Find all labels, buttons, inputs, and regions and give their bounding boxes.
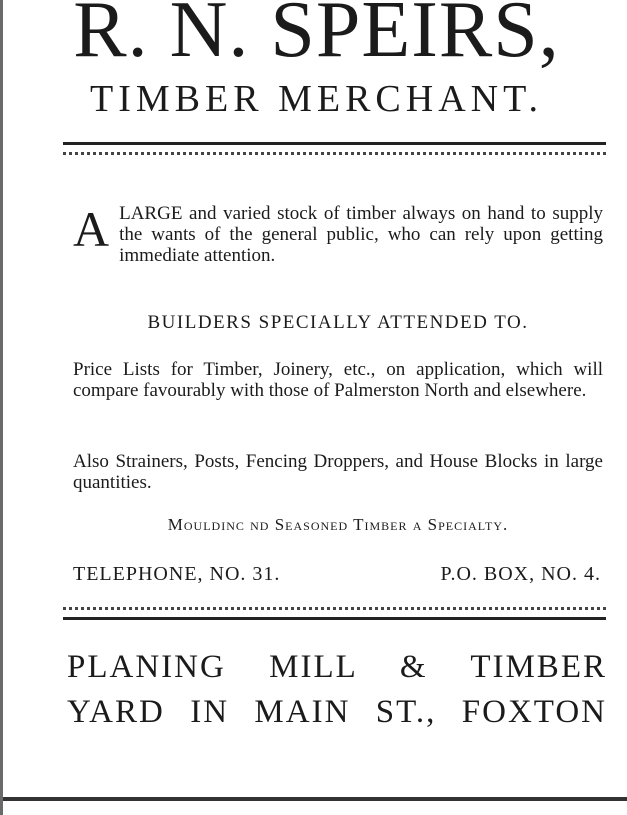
footer-line-1: PLANING MILL & TIMBER (67, 649, 607, 685)
price-lists-paragraph: Price Lists for Timber, Joinery, etc., on application, which will compare favourably with those of Palmerston North and elsewhere. (73, 359, 603, 401)
bottom-rule (3, 797, 627, 801)
top-rule (63, 142, 606, 145)
dropcap-letter: A (73, 201, 110, 257)
top-rule-dotted (63, 152, 606, 155)
builders-line: BUILDERS SPECIALLY ATTENDED TO. (147, 312, 529, 333)
merchant-trade: TIMBER MERCHANT. (90, 78, 543, 120)
middle-rule (63, 617, 606, 620)
contact-line (73, 563, 603, 586)
middle-rule-dotted (63, 607, 606, 610)
telephone-number: TELEPHONE, NO. 31. (73, 563, 281, 585)
moulding-line: Mouldinc nd Seasoned Timber a Specialty. (167, 515, 509, 534)
also-paragraph: Also Strainers, Posts, Fencing Droppers, and House Blocks in large quantities. (73, 451, 603, 493)
merchant-name: R. N. SPEIRS, (73, 0, 560, 74)
intro-paragraph (73, 203, 603, 266)
po-box: P.O. BOX, NO. 4. (440, 563, 601, 585)
footer-line-2: YARD IN MAIN ST., FOXTON (67, 694, 607, 730)
intro-text: LARGE and varied stock of timber always on hand to supply the wants of the general public, who can rely upon getting immediate attention. (119, 203, 603, 266)
